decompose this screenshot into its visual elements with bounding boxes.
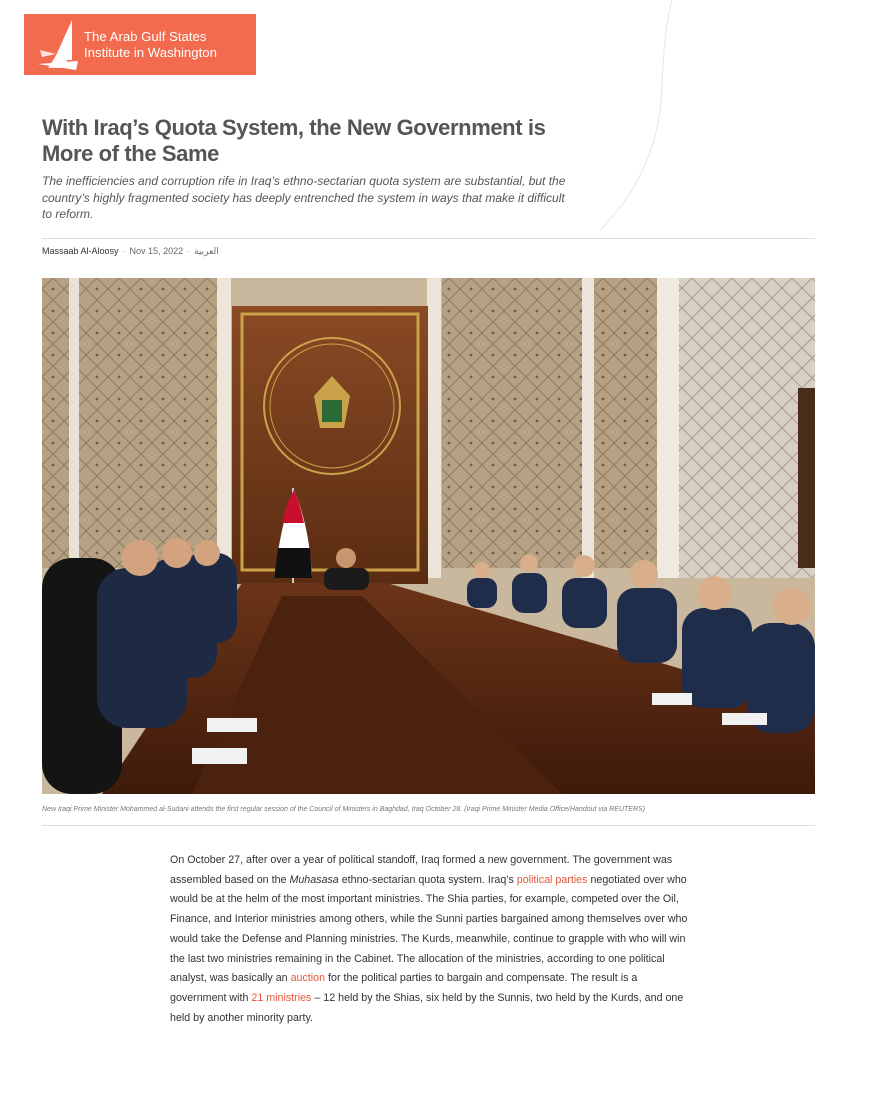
site-logo[interactable] — [24, 14, 256, 75]
body-text-segment: ethno-sectarian quota system. Iraq’s — [338, 873, 517, 886]
arabic-version-link[interactable]: العربية — [194, 246, 219, 256]
byline-separator: · — [122, 246, 126, 256]
body-text-segment: – 12 held by the Shias, six held by the Sunnis, two held by the Kurds, and one held by another minority party. — [170, 991, 684, 1024]
publish-date: Nov 15, 2022 — [129, 246, 184, 256]
byline-separator: · — [187, 246, 191, 256]
body-text-segment: negotiated over who would be at the helm of the most important ministries. The Shia parties, for example, competed over the Oil, Finance, and Interior ministries among others, while the Sunni parties bargained among themselves over who would take the Defense and Planning ministries. The Kurds, meanwhile, continue to grapple with who will win the last two ministries remaining in the Cabinet. The allocation of the ministries, according to one political analyst, was basically an — [170, 873, 688, 985]
article-subtitle: The inefficiencies and corruption rife in Iraq’s ethno-sectarian quota system are substantial, but the country’s highly fragmented society has deeply entrenched the system in ways that make it difficult to reform. — [42, 174, 566, 221]
author-link[interactable]: Massaab Al-Aloosy — [42, 246, 119, 256]
ministries-link[interactable]: 21 ministries — [251, 991, 312, 1004]
body-text-segment: On October 27, after over a year of political standoff, Iraq formed a new government. The government was assembled based on the — [170, 854, 673, 886]
article-title-line1: With Iraq’s Quota System, the New Government is — [42, 115, 546, 140]
brand-name — [84, 29, 217, 61]
auction-link[interactable]: auction — [290, 972, 326, 985]
brand-name-line1: The Arab Gulf States — [84, 28, 207, 44]
brand-name-line2: Institute in Washington — [84, 44, 217, 60]
article-title-line2: More of the Same — [42, 141, 219, 166]
header-divider — [42, 238, 815, 239]
sailboat-logo-icon — [24, 14, 82, 75]
body-italic-term: Muhasasa — [289, 873, 339, 886]
image-caption: New Iraqi Prime Minister Mohammed al-Sudani attends the first regular session of the Council of Ministers in Baghdad, Iraq October 28. (Iraqi Prime Minister Media Office/Handout via REUTERS) — [42, 806, 646, 813]
byline — [42, 245, 219, 257]
political-parties-link[interactable]: political parties — [516, 873, 588, 886]
caption-divider — [42, 825, 815, 826]
article-title — [42, 115, 582, 167]
body-text-segment: for the political parties to bargain and compensate. The result is a government with — [170, 972, 638, 1004]
article-hero-image — [42, 278, 815, 794]
article-body-paragraph — [170, 851, 695, 1028]
